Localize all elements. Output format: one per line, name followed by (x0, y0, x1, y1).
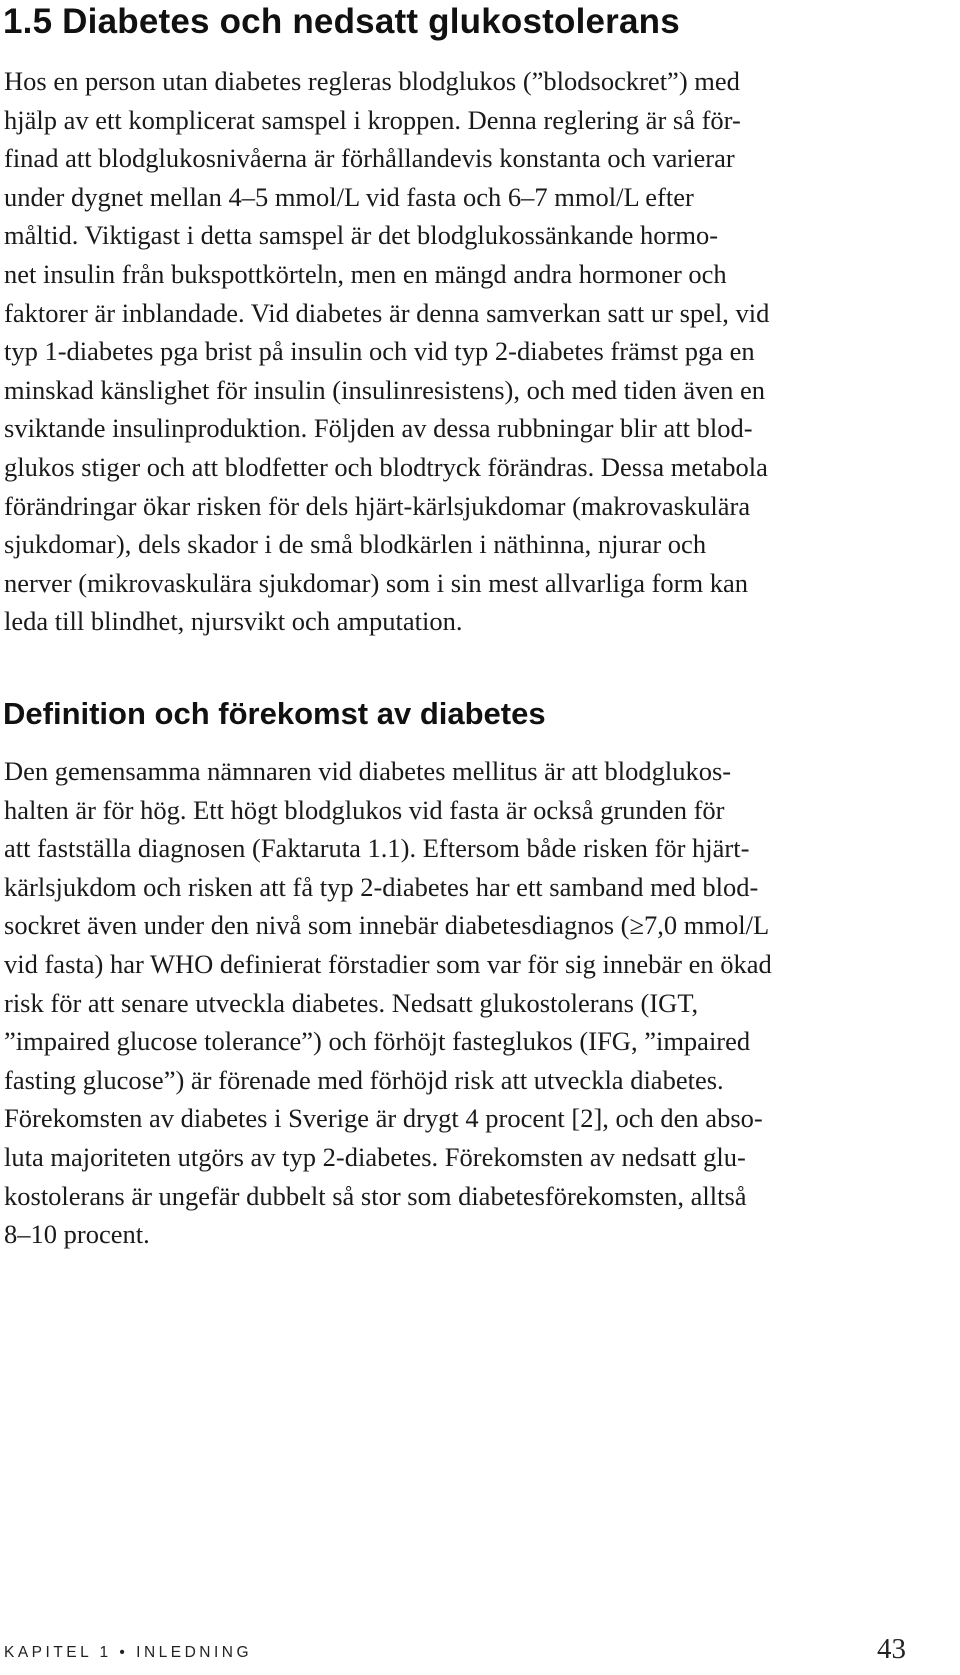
subsection-paragraph (4, 752, 904, 1254)
paragraph-line: vid fasta) har WHO definierat förstadier som var för sig innebär en ökad (4, 948, 772, 979)
paragraph-line: net insulin från bukspottkörteln, men en mängd andra hormoner och (4, 258, 727, 289)
paragraph-line: under dygnet mellan 4–5 mmol/L vid fasta och 6–7 mmol/L efter (4, 181, 694, 212)
paragraph-line: faktorer är inblandade. Vid diabetes är denna samverkan satt ur spel, vid (4, 297, 770, 328)
paragraph-line: Hos en person utan diabetes regleras blodglukos (”blodsockret”) med (4, 66, 740, 96)
paragraph-line: kostolerans är ungefär dubbelt så stor som diabetesförekomsten, alltså (4, 1180, 747, 1211)
section-heading: 1.5 Diabetes och nedsatt glukostolerans (3, 2, 680, 41)
paragraph-line: kärlsjukdom och risken att få typ 2-diabetes har ett samband med blod- (4, 871, 759, 902)
paragraph-line: fasting glucose”) är förenade med förhöjd risk att utveckla diabetes. (4, 1064, 724, 1095)
paragraph-line: nerver (mikrovaskulära sjukdomar) som i sin mest allvarliga form kan (4, 567, 749, 598)
paragraph-line: minskad känslighet för insulin (insulinresistens), och med tiden även en (4, 374, 765, 405)
subsection-heading: Definition och förekomst av diabetes (3, 696, 546, 731)
paragraph-line: leda till blindhet, njursvikt och amputation. (4, 606, 463, 637)
paragraph-line: måltid. Viktigast i detta samspel är det blodglukossänkande hormo- (4, 220, 719, 251)
paragraph-line: sjukdomar), dels skador i de små blodkärlen i näthinna, njurar och (4, 529, 707, 560)
paragraph-line: Förekomsten av diabetes i Sverige är drygt 4 procent [2], och den abso- (4, 1103, 763, 1134)
paragraph-line: förändringar ökar risken för dels hjärt-kärlsjukdomar (makrovaskulära (4, 490, 751, 521)
running-footer-label: KAPITEL 1 • INLEDNING (4, 1644, 253, 1661)
paragraph-line: halten är för hög. Ett högt blodglukos vid fasta är också grunden för (4, 794, 725, 825)
paragraph-line: Den gemensamma nämnaren vid diabetes mellitus är att blodglukos- (4, 756, 732, 786)
paragraph-line: hjälp av ett komplicerat samspel i kroppen. Denna reglering är så för- (4, 104, 741, 135)
paragraph-line: luta majoriteten utgörs av typ 2-diabetes. Förekomsten av nedsatt glu- (4, 1141, 746, 1172)
paragraph-line: att fastställa diagnosen (Faktaruta 1.1). Eftersom både risken för hjärt- (4, 833, 750, 864)
paragraph-line: sockret även under den nivå som innebär diabetesdiagnos (≥7,0 mmol/L (4, 910, 770, 941)
paragraph-line: sviktande insulinproduktion. Följden av dessa rubbningar blir att blod- (4, 413, 753, 444)
paragraph-line: risk för att senare utveckla diabetes. Nedsatt glukostolerans (IGT, (4, 987, 699, 1018)
paragraph-line: finad att blodglukosnivåerna är förhållandevis konstanta och varierar (4, 143, 735, 174)
paragraph-line: glukos stiger och att blodfetter och blodtryck förändras. Dessa metabola (4, 451, 768, 482)
paragraph-line: ”impaired glucose tolerance”) och förhöjt fasteglukos (IFG, ”impaired (4, 1026, 751, 1057)
paragraph-line: 8–10 procent. (4, 1219, 150, 1250)
page-number: 43 (877, 1633, 906, 1665)
section-paragraph (4, 62, 904, 641)
page-footer (0, 1628, 906, 1668)
paragraph-line: typ 1-diabetes pga brist på insulin och vid typ 2-diabetes främst pga en (4, 336, 755, 367)
